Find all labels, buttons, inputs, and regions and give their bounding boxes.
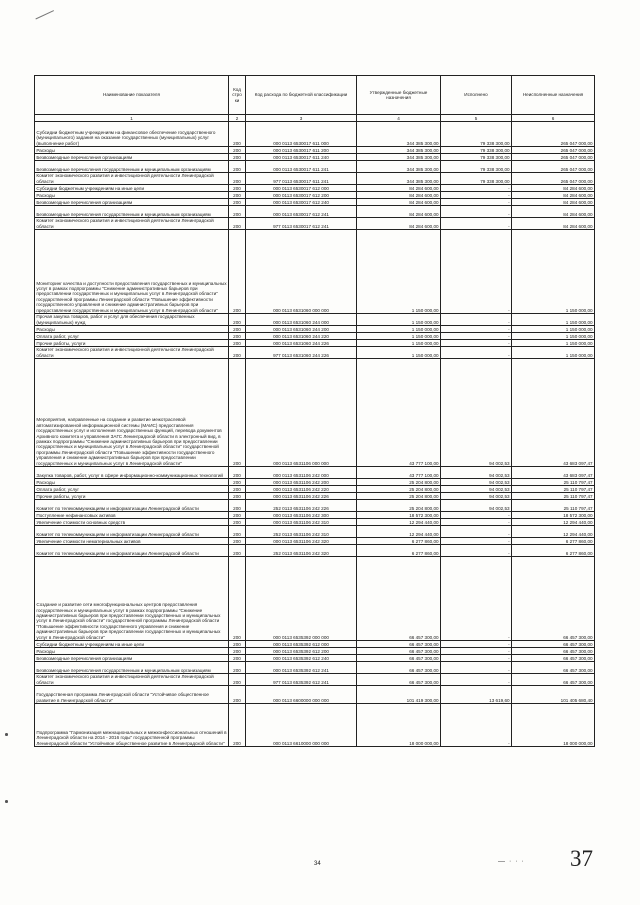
row-line-code: 200 [229,340,246,347]
row-name: Мониторинг качества и доступности предоставления государственных и муниципальных услуг в рамках подпрограммы "Снижение административных барьеров при предоставлении государственных и муниципальных услуг в Ленинградской области" государственной программы Ленинградской области "Повышение эффективности государственного управления и снижение административных барьеров при предоставлении государственных и муниципальных услуг в Ленинградской области" [35,230,229,314]
table-row [35,662,595,674]
row-name: Расходы [35,648,229,655]
row-approved: 43 777 100,00 [357,467,441,479]
row-approved: 1 150 000,00 [357,314,441,326]
row-unexecuted: 1 150 000,00 [512,347,595,359]
row-name: Безвозмездные перечисления государственным и муниципальным организациям [35,662,229,674]
row-approved: 1 150 000,00 [357,326,441,333]
row-classification-code: 000 0113 6531060 244 226 [246,340,357,347]
row-classification-code: 977 0113 6535392 612 241 [246,674,357,686]
header-executed: Исполнено [441,76,512,115]
row-approved: 18 572 300,00 [357,512,441,519]
row-name: Расходы [35,479,229,486]
row-classification-code: 252 0113 6531106 242 320 [246,545,357,557]
row-unexecuted: 66 457 300,00 [512,674,595,686]
row-unexecuted: 1 150 000,00 [512,340,595,347]
row-name: Безвозмездные перечисления организациям [35,154,229,161]
row-approved: 66 457 300,00 [357,662,441,674]
row-classification-code: 000 0113 6600000 000 000 [246,686,357,704]
row-approved: 84 284 600,00 [357,192,441,199]
row-approved: 344 385 300,00 [357,147,441,154]
row-unexecuted: 6 277 860,00 [512,538,595,545]
row-executed: 79 338 300,00 [441,173,512,185]
row-approved: 101 419 300,00 [357,686,441,704]
row-executed: - [441,648,512,655]
row-unexecuted: 66 457 300,00 [512,648,595,655]
row-approved: 66 457 300,00 [357,557,441,641]
row-name: Комитет по телекоммуникациям и информатизации Ленинградской области [35,500,229,512]
row-executed: - [441,347,512,359]
row-unexecuted: 12 294 440,00 [512,519,595,526]
table-row [35,545,595,557]
row-approved: 66 457 300,00 [357,641,441,648]
row-classification-code: 000 0113 6530017 612 200 [246,192,357,199]
row-approved: 18 000 000,00 [357,704,441,747]
row-approved: 84 284 600,00 [357,206,441,218]
row-line-code: 200 [229,185,246,192]
scan-edge-dot [5,800,8,803]
row-name: Комитет по телекоммуникациям и информатизации Ленинградской области [35,526,229,538]
row-unexecuted: 18 000 000,00 [512,704,595,747]
row-executed: - [441,192,512,199]
row-classification-code: 000 0113 6531060 244 000 [246,314,357,326]
table-row [35,206,595,218]
table-row [35,704,595,747]
row-line-code: 200 [229,147,246,154]
row-unexecuted: 25 110 797,47 [512,479,595,486]
row-classification-code: 252 0113 6531106 242 226 [246,500,357,512]
row-classification-code: 000 0113 6531106 242 320 [246,538,357,545]
row-unexecuted: 25 110 797,47 [512,486,595,493]
table-row [35,512,595,519]
budget-execution-table [34,75,595,747]
row-name: Безвозмездные перечисления организациям [35,655,229,662]
row-classification-code: 000 0113 6535392 612 241 [246,662,357,674]
row-line-code: 200 [229,557,246,641]
table-row [35,655,595,662]
row-line-code: 200 [229,326,246,333]
row-line-code: 200 [229,674,246,686]
table-row [35,173,595,185]
row-line-code: 200 [229,545,246,557]
row-line-code: 200 [229,662,246,674]
row-unexecuted: 6 277 860,00 [512,545,595,557]
table-index-row [35,115,595,122]
row-approved: 25 204 800,00 [357,493,441,500]
row-executed: 94 002,53 [441,479,512,486]
row-line-code: 200 [229,648,246,655]
row-unexecuted: 43 683 097,47 [512,467,595,479]
row-name: Прочие работы, услуги [35,340,229,347]
row-line-code: 200 [229,122,246,147]
index-cell: 1 [35,115,229,122]
scan-corner-mark [35,10,56,25]
row-classification-code: 000 0113 6530017 612 000 [246,185,357,192]
row-line-code: 200 [229,230,246,314]
row-unexecuted: 84 284 600,00 [512,185,595,192]
row-line-code: 200 [229,538,246,545]
page-number: 34 [314,861,321,867]
header-approved: Утвержденные бюджетные назначения [357,76,441,115]
row-unexecuted: 265 047 000,00 [512,154,595,161]
row-approved: 1 150 000,00 [357,230,441,314]
row-approved: 66 457 300,00 [357,655,441,662]
table-row [35,674,595,686]
row-line-code: 200 [229,479,246,486]
row-executed: - [441,557,512,641]
row-name: Безвозмездные перечисления организациям [35,199,229,206]
row-unexecuted: 265 047 000,00 [512,147,595,154]
row-name: Поступление нефинансовых активов [35,512,229,519]
row-classification-code: 000 0113 6530017 611 240 [246,154,357,161]
row-name: Комитет экономического развития и инвестиционной деятельности Ленинградской области [35,173,229,185]
row-approved: 12 294 440,00 [357,526,441,538]
row-line-code: 200 [229,486,246,493]
row-line-code: 200 [229,314,246,326]
sheet-stamp-number: 37 [570,846,593,871]
row-unexecuted: 265 047 000,00 [512,122,595,147]
header-name: Наименование показателя [35,76,229,115]
table-row [35,347,595,359]
index-cell: 5 [441,115,512,122]
row-executed: - [441,662,512,674]
row-approved: 84 284 600,00 [357,218,441,230]
row-line-code: 200 [229,526,246,538]
scan-edge-dot [5,733,8,736]
row-executed: - [441,538,512,545]
row-unexecuted: 66 457 300,00 [512,557,595,641]
row-line-code: 200 [229,161,246,173]
table-body [35,122,595,747]
row-executed: 94 002,53 [441,486,512,493]
row-classification-code: 000 0113 6530017 611 200 [246,147,357,154]
row-name: Комитет экономического развития и инвестиционной деятельности Ленинградской области [35,674,229,686]
row-line-code: 200 [229,359,246,467]
row-name: Расходы [35,192,229,199]
table-row [35,147,595,154]
row-executed: - [441,674,512,686]
row-name: Расходы [35,326,229,333]
row-executed: 79 338 300,00 [441,154,512,161]
row-line-code: 200 [229,206,246,218]
row-executed: - [441,704,512,747]
row-name: Государственная программа Ленинградской области "Устойчивое общественное развитие в Ленинградской области" [35,686,229,704]
row-executed: 94 002,53 [441,493,512,500]
row-approved: 344 385 300,00 [357,173,441,185]
row-executed: 79 338 300,00 [441,147,512,154]
row-name: Субсидии бюджетным учреждениям на иные цели [35,641,229,648]
row-classification-code: 000 0113 6531060 244 200 [246,326,357,333]
table-row [35,154,595,161]
row-approved: 6 277 860,00 [357,545,441,557]
row-line-code: 200 [229,218,246,230]
row-unexecuted: 84 284 600,00 [512,199,595,206]
table-row [35,314,595,326]
table-row [35,199,595,206]
table-row [35,526,595,538]
row-name: Безвозмездные перечисления государственным и муниципальным организациям [35,206,229,218]
row-executed: 79 338 300,00 [441,122,512,147]
row-executed: - [441,199,512,206]
row-executed: - [441,545,512,557]
row-unexecuted: 84 284 600,00 [512,206,595,218]
row-executed: - [441,314,512,326]
table-row [35,467,595,479]
row-classification-code: 000 0113 6531060 244 220 [246,333,357,340]
row-classification-code: 000 0113 6531106 000 000 [246,359,357,467]
row-executed: - [441,185,512,192]
table-row [35,218,595,230]
index-cell: 4 [357,115,441,122]
row-unexecuted: 66 457 300,00 [512,655,595,662]
row-approved: 1 150 000,00 [357,333,441,340]
row-classification-code: 977 0113 6531060 244 226 [246,347,357,359]
row-approved: 344 385 300,00 [357,122,441,147]
row-name: Увеличение стоимости основных средств [35,519,229,526]
row-line-code: 200 [229,704,246,747]
table-row [35,641,595,648]
row-approved: 43 777 100,00 [357,359,441,467]
row-unexecuted: 25 110 797,47 [512,493,595,500]
row-line-code: 200 [229,641,246,648]
row-classification-code: 000 0113 6530017 612 241 [246,206,357,218]
table-row [35,185,595,192]
table-row [35,519,595,526]
row-unexecuted: 1 150 000,00 [512,333,595,340]
row-classification-code: 000 0113 6531106 242 000 [246,467,357,479]
row-approved: 84 284 600,00 [357,185,441,192]
row-classification-code: 000 0113 6531106 242 200 [246,479,357,486]
table-row [35,486,595,493]
table-row [35,500,595,512]
row-executed: 94 002,53 [441,467,512,479]
row-name: Создание и развитие сети многофункциональных центров предоставления государственных и муниципальных услуг в рамках подпрограммы "Снижение административных барьеров при предоставлении государственных и муниципальных услуг в Ленинградской области" государственной программы Ленинградской области "Повышение эффективности государственного управления и снижение административных барьеров при предоставлении государственных и муниципальных услуг в Ленинградской области" [35,557,229,641]
row-line-code: 200 [229,500,246,512]
row-approved: 66 457 300,00 [357,674,441,686]
row-executed: 94 002,53 [441,500,512,512]
row-line-code: 200 [229,686,246,704]
row-line-code: 200 [229,519,246,526]
row-classification-code: 252 0113 6531106 242 310 [246,526,357,538]
row-unexecuted: 18 572 300,00 [512,512,595,519]
row-approved: 66 457 300,00 [357,648,441,655]
row-name: Подпрограмма "Гармонизация межнациональных и межконфессиональных отношений в Ленинградской области на 2014 - 2016 годы" государственной программы Ленинградской области "Устойчивое общественное развитие в Ленинградской области" [35,704,229,747]
header-unexecuted: Неисполненные назначения [512,76,595,115]
row-name: Безвозмездные перечисления государственным и муниципальным организациям [35,161,229,173]
row-classification-code: 000 0113 6610000 000 000 [246,704,357,747]
row-executed: 13 619,60 [441,686,512,704]
row-line-code: 200 [229,173,246,185]
handwritten-mark: — · · · [498,858,525,865]
row-approved: 344 385 300,00 [357,161,441,173]
row-executed: - [441,218,512,230]
row-classification-code: 000 0113 6531106 242 300 [246,512,357,519]
row-executed: 94 002,53 [441,359,512,467]
row-name: Закупка товаров, работ, услуг в сфере информационно-коммуникационных технологий [35,467,229,479]
row-name: Субсидии бюджетным учреждениям на финансовое обеспечение государственного (муниципального) задания на оказание государственных (муниципальных) услуг (выполнение работ) [35,122,229,147]
row-classification-code: 000 0113 6535392 612 200 [246,648,357,655]
row-unexecuted: 265 047 000,00 [512,161,595,173]
row-classification-code: 000 0113 6531106 242 226 [246,493,357,500]
row-name: Расходы [35,147,229,154]
table-row [35,192,595,199]
row-name: Увеличение стоимости нематериальных активов [35,538,229,545]
table-row [35,557,595,641]
table-row [35,538,595,545]
row-approved: 25 204 800,00 [357,479,441,486]
row-name: Оплата работ, услуг [35,333,229,340]
row-line-code: 200 [229,199,246,206]
row-name: Комитет по телекоммуникациям и информатизации Ленинградской области [35,545,229,557]
row-unexecuted: 1 150 000,00 [512,314,595,326]
row-unexecuted: 66 457 300,00 [512,662,595,674]
index-cell: 2 [229,115,246,122]
row-executed: - [441,526,512,538]
table-row [35,340,595,347]
row-name: Прочие работы, услуги [35,493,229,500]
table-row [35,359,595,467]
row-line-code: 200 [229,467,246,479]
row-executed: - [441,340,512,347]
row-approved: 1 150 000,00 [357,340,441,347]
row-classification-code: 000 0113 6531060 000 000 [246,230,357,314]
row-name: Прочая закупка товаров, работ и услуг для обеспечения государственных (муниципальных) нужд [35,314,229,326]
row-approved: 25 204 800,00 [357,500,441,512]
table-row [35,479,595,486]
row-executed: - [441,641,512,648]
header-classification: Код расхода по бюджетной классификации [246,76,357,115]
row-approved: 25 204 800,00 [357,486,441,493]
row-unexecuted: 1 150 000,00 [512,326,595,333]
row-line-code: 200 [229,512,246,519]
row-classification-code: 000 0113 6535392 000 000 [246,557,357,641]
row-name: Комитет экономического развития и инвестиционной деятельности Ленинградской области [35,347,229,359]
row-line-code: 200 [229,192,246,199]
row-executed: 79 338 300,00 [441,161,512,173]
row-line-code: 200 [229,493,246,500]
row-executed: - [441,333,512,340]
row-unexecuted: 1 150 000,00 [512,230,595,314]
row-approved: 1 150 000,00 [357,347,441,359]
table-row [35,161,595,173]
table-row [35,122,595,147]
row-classification-code: 000 0113 6530017 611 241 [246,161,357,173]
row-classification-code: 000 0113 6535392 612 000 [246,641,357,648]
row-executed: - [441,206,512,218]
row-name: Субсидии бюджетным учреждениям на иные цели [35,185,229,192]
row-name: Оплата работ, услуг [35,486,229,493]
row-classification-code: 977 0113 6530017 612 241 [246,218,357,230]
row-unexecuted: 12 294 440,00 [512,526,595,538]
row-approved: 12 294 440,00 [357,519,441,526]
index-cell: 3 [246,115,357,122]
row-classification-code: 000 0113 6530017 612 240 [246,199,357,206]
row-executed: - [441,230,512,314]
row-executed: - [441,655,512,662]
row-line-code: 200 [229,347,246,359]
row-approved: 84 284 600,00 [357,199,441,206]
row-unexecuted: 101 405 680,40 [512,686,595,704]
row-classification-code: 000 0113 6531106 242 310 [246,519,357,526]
row-executed: - [441,519,512,526]
row-classification-code: 000 0113 6530017 611 000 [246,122,357,147]
table-header-row [35,76,595,115]
row-classification-code: 977 0113 6530017 611 241 [246,173,357,185]
row-unexecuted: 84 284 600,00 [512,218,595,230]
row-unexecuted: 66 457 300,00 [512,641,595,648]
row-executed: - [441,326,512,333]
table-row [35,230,595,314]
row-line-code: 200 [229,333,246,340]
table-row [35,333,595,340]
row-name: Комитет экономического развития и инвестиционной деятельности Ленинградской области [35,218,229,230]
row-unexecuted: 265 047 000,00 [512,173,595,185]
index-cell: 6 [512,115,595,122]
row-unexecuted: 43 683 097,47 [512,359,595,467]
row-unexecuted: 25 110 797,47 [512,500,595,512]
table-row [35,686,595,704]
row-approved: 6 277 860,00 [357,538,441,545]
row-executed: - [441,512,512,519]
row-unexecuted: 84 284 600,00 [512,192,595,199]
row-line-code: 200 [229,655,246,662]
row-classification-code: 000 0113 6535392 612 240 [246,655,357,662]
row-classification-code: 000 0113 6531106 242 220 [246,486,357,493]
row-approved: 344 385 300,00 [357,154,441,161]
row-name: Мероприятия, направленные на создание и развитие межотраслевой автоматизированной информационной системы (МАИС) предоставления государственных услуг и исполнения государственных функций, перевода документов Архивного комитета и управления ЗАГС Ленинградской области в электронный вид, в рамках подпрограммы "Снижение административных барьеров при предоставлении государственных и муниципальных услуг в Ленинградской области" государственной программы Ленинградской области "Повышение эффективности государственного управления и снижение административных барьеров при предоставлении государственных и муниципальных услуг в Ленинградской области" [35,359,229,467]
row-line-code: 200 [229,154,246,161]
table-row [35,648,595,655]
table-row [35,493,595,500]
table-row [35,326,595,333]
header-line-code: Код стро ки [229,76,246,115]
